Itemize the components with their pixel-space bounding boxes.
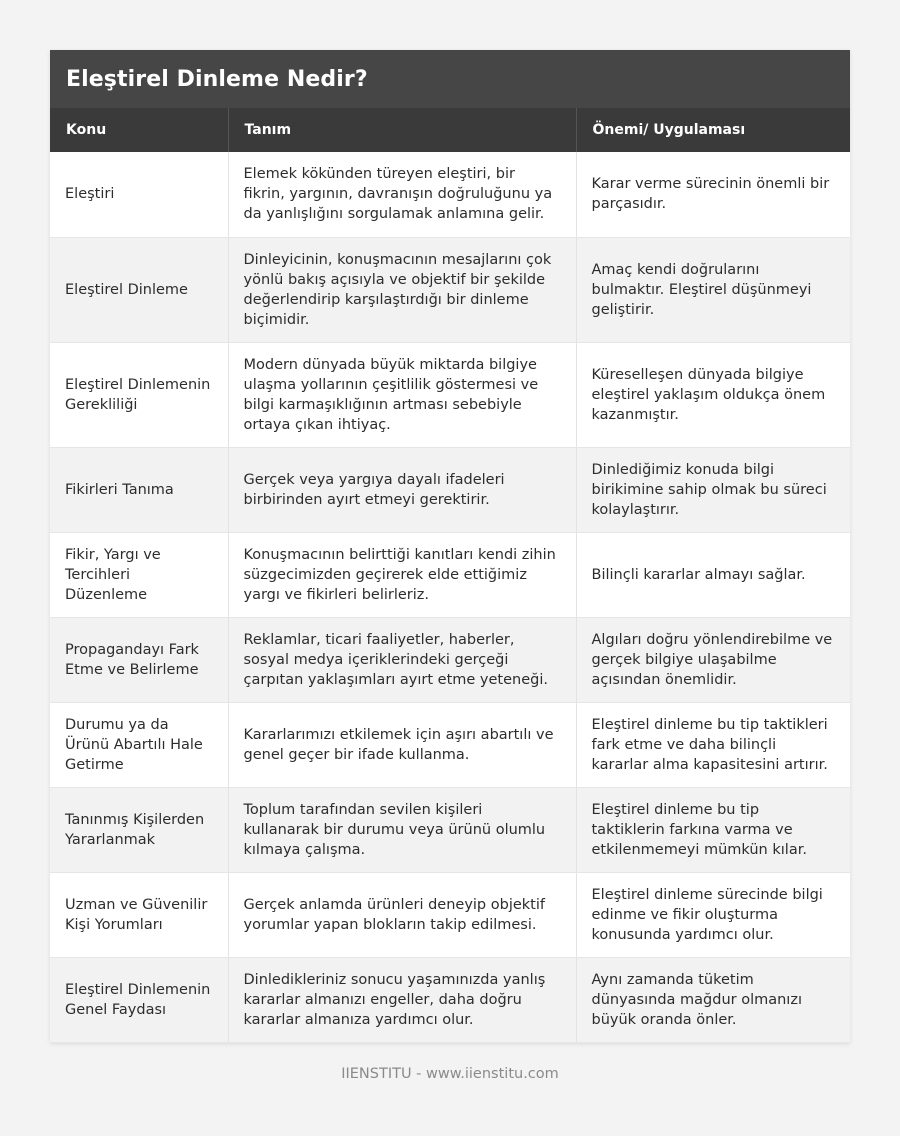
cell-onemi: Eleştirel dinleme sürecinde bilgi edinme ve fikir oluşturma konusunda yardımcı olur. <box>576 872 850 957</box>
cell-konu: Durumu ya da Ürünü Abartılı Hale Getirme <box>50 702 228 787</box>
info-table-card <box>50 50 850 1043</box>
header-onemi: Önemi/ Uygulaması <box>576 108 850 152</box>
table-row <box>50 872 850 957</box>
cell-onemi: Dinlediğimiz konuda bilgi birikimine sahip olmak bu süreci kolaylaştırır. <box>576 447 850 532</box>
table-title: Eleştirel Dinleme Nedir? <box>50 50 850 108</box>
cell-konu: Tanınmış Kişilerden Yararlanmak <box>50 787 228 872</box>
cell-tanim: Gerçek anlamda ürünleri deneyip objektif yorumlar yapan blokların takip edilmesi. <box>228 872 576 957</box>
cell-onemi: Eleştirel dinleme bu tip taktiklerin farkına varma ve etkilenmemeyi mümkün kılar. <box>576 787 850 872</box>
cell-onemi: Eleştirel dinleme bu tip taktikleri fark etme ve daha bilinçli kararlar alma kapasitesini artırır. <box>576 702 850 787</box>
cell-tanim: Toplum tarafından sevilen kişileri kullanarak bir durumu veya ürünü olumlu kılmaya çalışma. <box>228 787 576 872</box>
cell-tanim: Kararlarımızı etkilemek için aşırı abartılı ve genel geçer bir ifade kullanma. <box>228 702 576 787</box>
cell-konu: Uzman ve Güvenilir Kişi Yorumları <box>50 872 228 957</box>
cell-konu: Fikirleri Tanıma <box>50 447 228 532</box>
table-row <box>50 787 850 872</box>
table-row <box>50 532 850 617</box>
cell-onemi: Aynı zamanda tüketim dünyasında mağdur olmanızı büyük oranda önler. <box>576 957 850 1042</box>
table-row <box>50 152 850 237</box>
cell-onemi: Karar verme sürecinin önemli bir parçasıdır. <box>576 152 850 237</box>
table-row <box>50 237 850 342</box>
cell-tanim: Dinledikleriniz sonucu yaşamınızda yanlış kararlar almanızı engeller, daha doğru kararlar almanıza yardımcı olur. <box>228 957 576 1042</box>
cell-onemi: Küreselleşen dünyada bilgiye eleştirel yaklaşım oldukça önem kazanmıştır. <box>576 342 850 447</box>
cell-konu: Eleştirel Dinleme <box>50 237 228 342</box>
cell-konu: Eleştirel Dinlemenin Genel Faydası <box>50 957 228 1042</box>
cell-onemi: Bilinçli kararlar almayı sağlar. <box>576 532 850 617</box>
header-tanim: Tanım <box>228 108 576 152</box>
cell-onemi: Algıları doğru yönlendirebilme ve gerçek bilgiye ulaşabilme açısından önemlidir. <box>576 617 850 702</box>
table-row <box>50 702 850 787</box>
cell-onemi: Amaç kendi doğrularını bulmaktır. Eleştirel düşünmeyi geliştirir. <box>576 237 850 342</box>
header-konu: Konu <box>50 108 228 152</box>
cell-konu: Fikir, Yargı ve Tercihleri Düzenleme <box>50 532 228 617</box>
table-row <box>50 957 850 1042</box>
header-row <box>50 108 850 152</box>
cell-tanim: Reklamlar, ticari faaliyetler, haberler, sosyal medya içeriklerindeki gerçeği çarpıtan yaklaşımları ayırt etme yeteneği. <box>228 617 576 702</box>
cell-tanim: Elemek kökünden türeyen eleştiri, bir fikrin, yargının, davranışın doğruluğunu ya da yanlışlığını sorgulamak anlamına gelir. <box>228 152 576 237</box>
cell-tanim: Modern dünyada büyük miktarda bilgiye ulaşma yollarının çeşitlilik göstermesi ve bilgi karmaşıklığının artması sebebiyle ortaya çıkan ihtiyaç. <box>228 342 576 447</box>
cell-konu: Eleştiri <box>50 152 228 237</box>
table-row <box>50 617 850 702</box>
cell-tanim: Konuşmacının belirttiği kanıtları kendi zihin süzgecimizden geçirerek elde ettiğimiz yargı ve fikirleri belirleriz. <box>228 532 576 617</box>
footer-credit: IIENSTITU - www.iienstitu.com <box>341 1066 559 1082</box>
cell-konu: Eleştirel Dinlemenin Gerekliliği <box>50 342 228 447</box>
definition-table <box>50 108 850 1043</box>
cell-konu: Propagandayı Fark Etme ve Belirleme <box>50 617 228 702</box>
cell-tanim: Dinleyicinin, konuşmacının mesajlarını çok yönlü bakış açısıyla ve objektif bir şekilde değerlendirip karşılaştırdığı bir dinleme biçimidir. <box>228 237 576 342</box>
table-row <box>50 342 850 447</box>
cell-tanim: Gerçek veya yargıya dayalı ifadeleri birbirinden ayırt etmeyi gerektirir. <box>228 447 576 532</box>
table-row <box>50 447 850 532</box>
